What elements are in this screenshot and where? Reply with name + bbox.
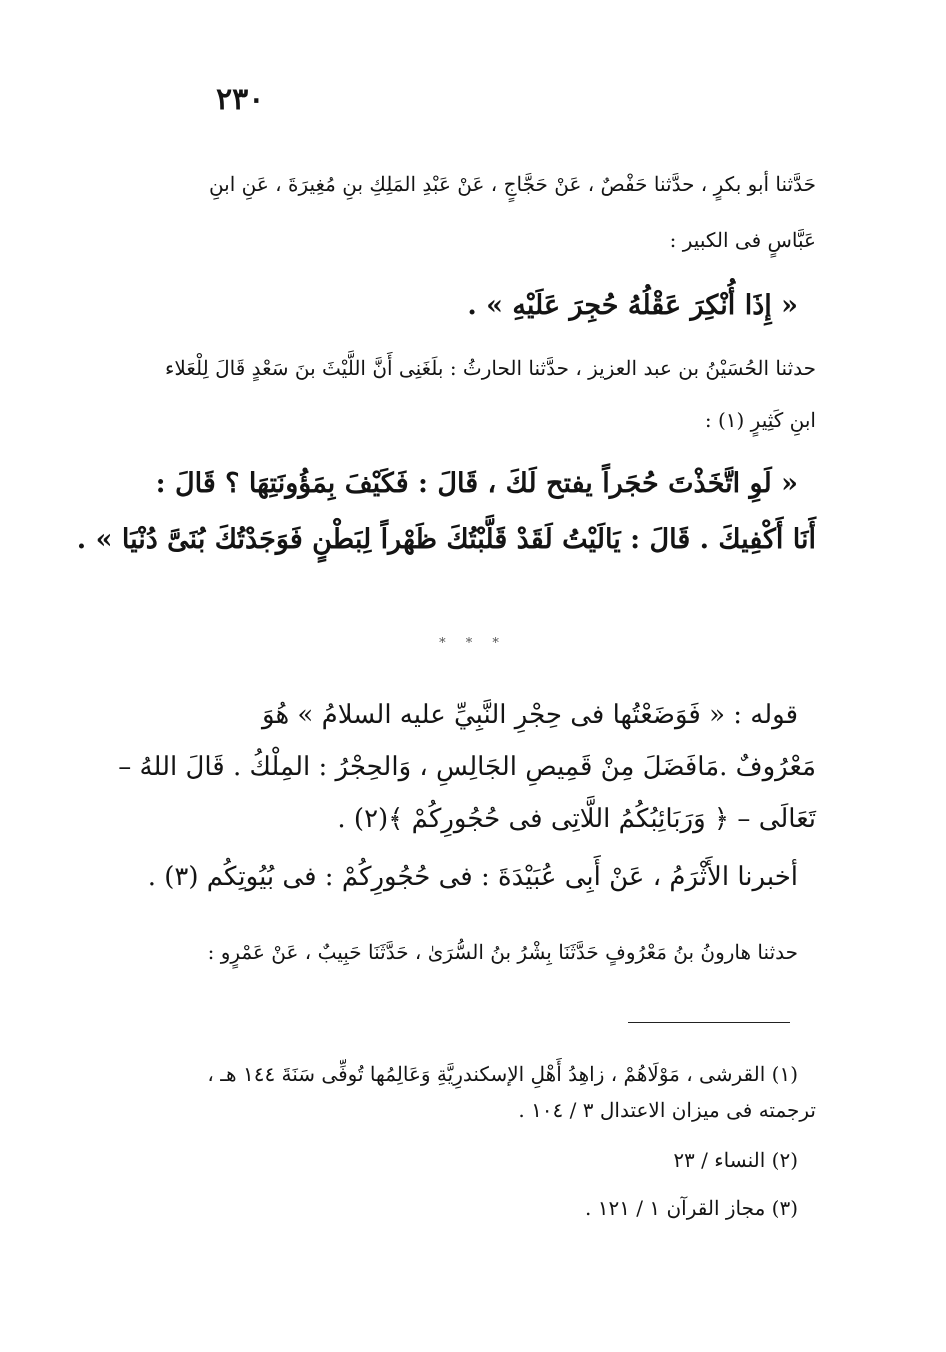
footnote-3: (٣) مجاز القرآن ١ / ١٢١ . xyxy=(584,1196,798,1220)
quote-line-3: أَنَا أَكْفِيكَ . قَالَ : يَالَيْتُ لَقَدْ قَلَّبْتُكَ ظَهْراً لِبَطْنٍ فَوَجَدْتُكَ بُنَىَّ دُنْيَا » . xyxy=(76,524,816,555)
text-line-1: حَدَّثنا أبو بكرٍ ، حدَّثنا حَفْصٌ ، عَنْ حَجَّاجٍ ، عَنْ عَبْدِ المَلِكِ بنِ مُغِيرَةَ ، عَنِ ابنِ xyxy=(208,172,816,196)
section-separator: * * * xyxy=(439,636,507,651)
text-line-4: ابنِ كَثِيرٍ (١) : xyxy=(704,408,816,432)
text-line-2: عَبَّاسٍ فى الكبير : xyxy=(669,228,816,252)
text-line-6: مَعْرُوفٌ .مَافَضَلَ مِنْ قَمِيصِ الجَالِسِ ، وَالحِجْرُ : المِلْكُ . قَالَ اللهُ – xyxy=(118,752,816,782)
text-line-7: تَعَالَى – ﴿ وَرَبَائِبُكُمُ اللَّاتِى فى حُجُورِكُمْ ﴾(٢) . xyxy=(337,804,816,834)
text-line-9: حدثنا هارونُ بنُ مَعْرُوفٍ حَدَّثَنَا بِشْرُ بنُ السُّرَىٰ ، حَدَّثَنَا حَبِيبٌ ، عَنْ عَمْرٍو : xyxy=(207,940,798,964)
footnote-1-line-2: ترجمته فى ميزان الاعتدال ٣ / ١٠٤ . xyxy=(518,1098,816,1122)
footnote-1-line-1: (١) القرشى ، مَوْلَاهُمْ ، زاهِدُ أَهْلِ الإسكندرِيَّةِ وَعَالِمُها تُوفِّى سَنَةَ ١٤٤ هـ ، xyxy=(207,1062,798,1086)
footnote-divider xyxy=(628,1022,790,1023)
text-line-3: حدثنا الحُسَيْنُ بن عبد العزيز ، حدَّثنا الحارثُ : بلَغَنِى أَنَّ اللَّيْثَ بنَ سَعْدٍ قَالَ لِلْعَلاء xyxy=(165,356,816,380)
text-line-5: قوله : « فَوَضَعْتُها فى حِجْرِ النَّبِيِّ عليه السلامُ » هُوَ xyxy=(262,700,798,730)
page-number: ٢٣٠ xyxy=(216,82,265,117)
quote-line-2: « لَوِ اتَّخَذْتَ حُجَراً يفتح لَكَ ، قَالَ : فَكَيْفَ بِمَؤُونَتِهَا ؟ قَالَ : xyxy=(155,468,798,499)
footnote-2: (٢) النساء / ٢٣ xyxy=(673,1148,798,1172)
text-line-8: أخبرنا الأَثْرَمُ ، عَنْ أَبِى عُبَيْدَةَ : فى حُجُورِكُمْ : فى بُيُوتِكُم (٣) . xyxy=(147,862,798,892)
quote-line-1: « إِذَا أُنْكِرَ عَقْلُهُ حُجِرَ عَلَيْهِ » . xyxy=(467,290,798,321)
